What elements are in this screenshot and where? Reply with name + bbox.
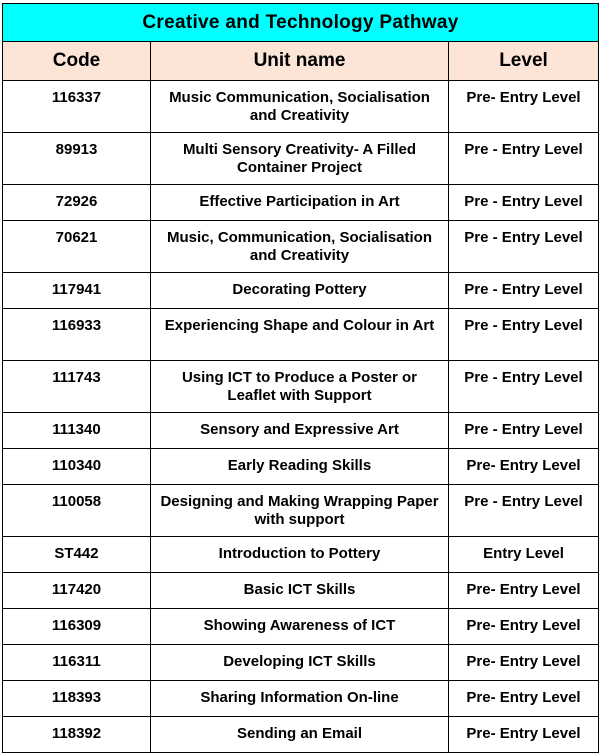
cell-unit-name: Sharing Information On-line: [151, 681, 449, 717]
cell-code: ST442: [3, 537, 151, 573]
cell-unit-name: Developing ICT Skills: [151, 645, 449, 681]
cell-code: 118392: [3, 717, 151, 753]
cell-level: Pre- Entry Level: [449, 645, 599, 681]
pathway-table: [2, 3, 599, 753]
table-row: [3, 81, 599, 133]
table-row: [3, 273, 599, 309]
cell-code: 70621: [3, 221, 151, 273]
table-row: [3, 717, 599, 753]
cell-unit-name: Early Reading Skills: [151, 449, 449, 485]
cell-code: 111743: [3, 361, 151, 413]
header-unit-name: Unit name: [151, 42, 449, 81]
table-row: [3, 413, 599, 449]
cell-level: Pre - Entry Level: [449, 485, 599, 537]
cell-code: 117420: [3, 573, 151, 609]
table-row: [3, 449, 599, 485]
cell-unit-name: Showing Awareness of ICT: [151, 609, 449, 645]
cell-unit-name: Sending an Email: [151, 717, 449, 753]
cell-level: Entry Level: [449, 537, 599, 573]
cell-code: 116933: [3, 309, 151, 361]
cell-unit-name: Decorating Pottery: [151, 273, 449, 309]
table-row: [3, 133, 599, 185]
cell-level: Pre - Entry Level: [449, 133, 599, 185]
table-row: [3, 221, 599, 273]
table-row: [3, 537, 599, 573]
table-row: [3, 609, 599, 645]
cell-code: 72926: [3, 185, 151, 221]
cell-level: Pre- Entry Level: [449, 717, 599, 753]
cell-unit-name: Introduction to Pottery: [151, 537, 449, 573]
cell-code: 110340: [3, 449, 151, 485]
pathway-table-container: [2, 3, 598, 753]
table-row: [3, 485, 599, 537]
table-row: [3, 361, 599, 413]
cell-level: Pre - Entry Level: [449, 361, 599, 413]
cell-unit-name: Multi Sensory Creativity- A Filled Container Project: [151, 133, 449, 185]
cell-level: Pre- Entry Level: [449, 81, 599, 133]
cell-code: 110058: [3, 485, 151, 537]
cell-code: 116337: [3, 81, 151, 133]
table-row: [3, 573, 599, 609]
cell-code: 89913: [3, 133, 151, 185]
table-title: Creative and Technology Pathway: [3, 4, 599, 42]
cell-unit-name: Experiencing Shape and Colour in Art: [151, 309, 449, 361]
cell-unit-name: Sensory and Expressive Art: [151, 413, 449, 449]
cell-level: Pre - Entry Level: [449, 221, 599, 273]
cell-level: Pre - Entry Level: [449, 273, 599, 309]
cell-code: 118393: [3, 681, 151, 717]
cell-unit-name: Basic ICT Skills: [151, 573, 449, 609]
cell-code: 111340: [3, 413, 151, 449]
table-row: [3, 681, 599, 717]
table-title-row: [3, 4, 599, 42]
table-row: [3, 309, 599, 361]
cell-level: Pre- Entry Level: [449, 609, 599, 645]
cell-level: Pre- Entry Level: [449, 449, 599, 485]
cell-level: Pre - Entry Level: [449, 309, 599, 361]
cell-unit-name: Effective Participation in Art: [151, 185, 449, 221]
cell-code: 117941: [3, 273, 151, 309]
cell-unit-name: Music, Communication, Socialisation and Creativity: [151, 221, 449, 273]
header-code: Code: [3, 42, 151, 81]
header-level: Level: [449, 42, 599, 81]
cell-level: Pre- Entry Level: [449, 573, 599, 609]
cell-unit-name: Designing and Making Wrapping Paper with support: [151, 485, 449, 537]
cell-unit-name: Music Communication, Socialisation and Creativity: [151, 81, 449, 133]
table-row: [3, 185, 599, 221]
cell-level: Pre - Entry Level: [449, 185, 599, 221]
cell-code: 116311: [3, 645, 151, 681]
table-header-row: [3, 42, 599, 81]
cell-unit-name: Using ICT to Produce a Poster or Leaflet with Support: [151, 361, 449, 413]
table-row: [3, 645, 599, 681]
cell-level: Pre- Entry Level: [449, 681, 599, 717]
cell-code: 116309: [3, 609, 151, 645]
cell-level: Pre - Entry Level: [449, 413, 599, 449]
